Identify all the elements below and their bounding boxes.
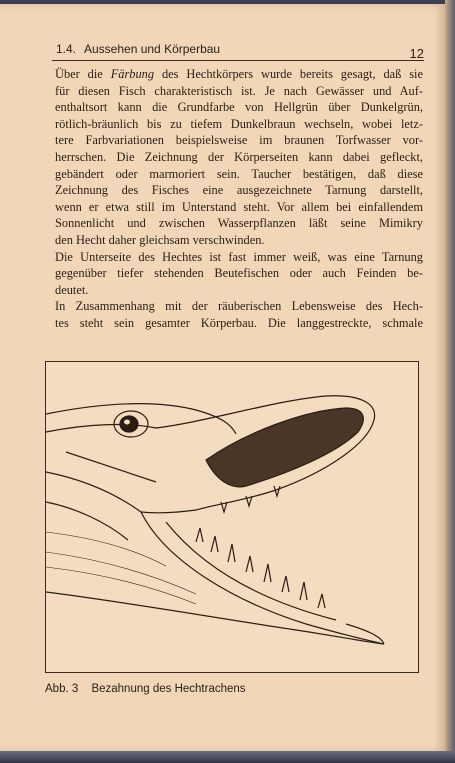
text-line: gegenüber tiefer stehenden Beutefischen oder auch Feinden be- bbox=[55, 266, 423, 281]
text-line: tere Farbvariationen beispielsweise im braunen Torfwasser vor- bbox=[55, 133, 423, 148]
running-header bbox=[52, 38, 424, 61]
text-line: In Zusammenhang mit der räuberischen Lebensweise des Hech- bbox=[55, 299, 423, 314]
text-line: deutet. bbox=[55, 282, 89, 297]
text-line: tes steht sein gesamter Körperbau. Die langgestreckte, schmale bbox=[55, 315, 423, 330]
text-line: Die Unterseite des Hechtes ist fast immer weiß, was eine Tarnung bbox=[55, 249, 423, 264]
text-line: Zeichnung des Fisches eine ausgezeichnete Tarnung darstellt, bbox=[55, 183, 423, 198]
page-number: 12 bbox=[409, 46, 424, 61]
text-line: für diesen Fisch charakteristisch ist. Je nach Gewässer und Auf- bbox=[55, 83, 423, 98]
pike-head-illustration bbox=[46, 362, 418, 672]
figure-caption-text: Bezahnung des Hechtrachens bbox=[91, 683, 246, 695]
text-line: wenn er etwa still im Unterstand steht. Vor allem bei einfallendem bbox=[55, 199, 423, 214]
section-title: Aussehen und Körperbau bbox=[84, 42, 221, 56]
text-line: gebändert oder marmoriert sein. Taucher bestätigen, daß diese bbox=[55, 166, 423, 181]
body-text bbox=[55, 66, 423, 332]
emphasis-faerbung: Färbung bbox=[110, 67, 155, 81]
figure-pike-jaws bbox=[45, 361, 419, 673]
page-spine-edge bbox=[445, 0, 455, 763]
figure-caption bbox=[45, 683, 246, 695]
text-line: rötlich-bräunlich bis zu tiefem Dunkelbraun wechseln, wobei letz- bbox=[55, 116, 423, 131]
text-line: enthaltsort kann die Grundfarbe von Hellgrün über Dunkelgrün, bbox=[55, 100, 423, 115]
section-number: 1.4. bbox=[56, 42, 77, 56]
text-line: Sonnenlicht und zwischen Wasserpflanzen läßt seine Mimikry bbox=[55, 216, 423, 231]
text-line: den Hecht daher gleichsam verschwinden. bbox=[55, 232, 265, 247]
text-line: herrschen. Die Zeichnung der Körperseiten kann dabei gefleckt, bbox=[55, 149, 423, 164]
text-line: Über die Färbung des Hechtkörpers wurde bereits gesagt, daß sie bbox=[55, 67, 423, 81]
book-bottom-edge bbox=[0, 751, 455, 763]
figure-label: Abb. 3 bbox=[45, 683, 79, 695]
